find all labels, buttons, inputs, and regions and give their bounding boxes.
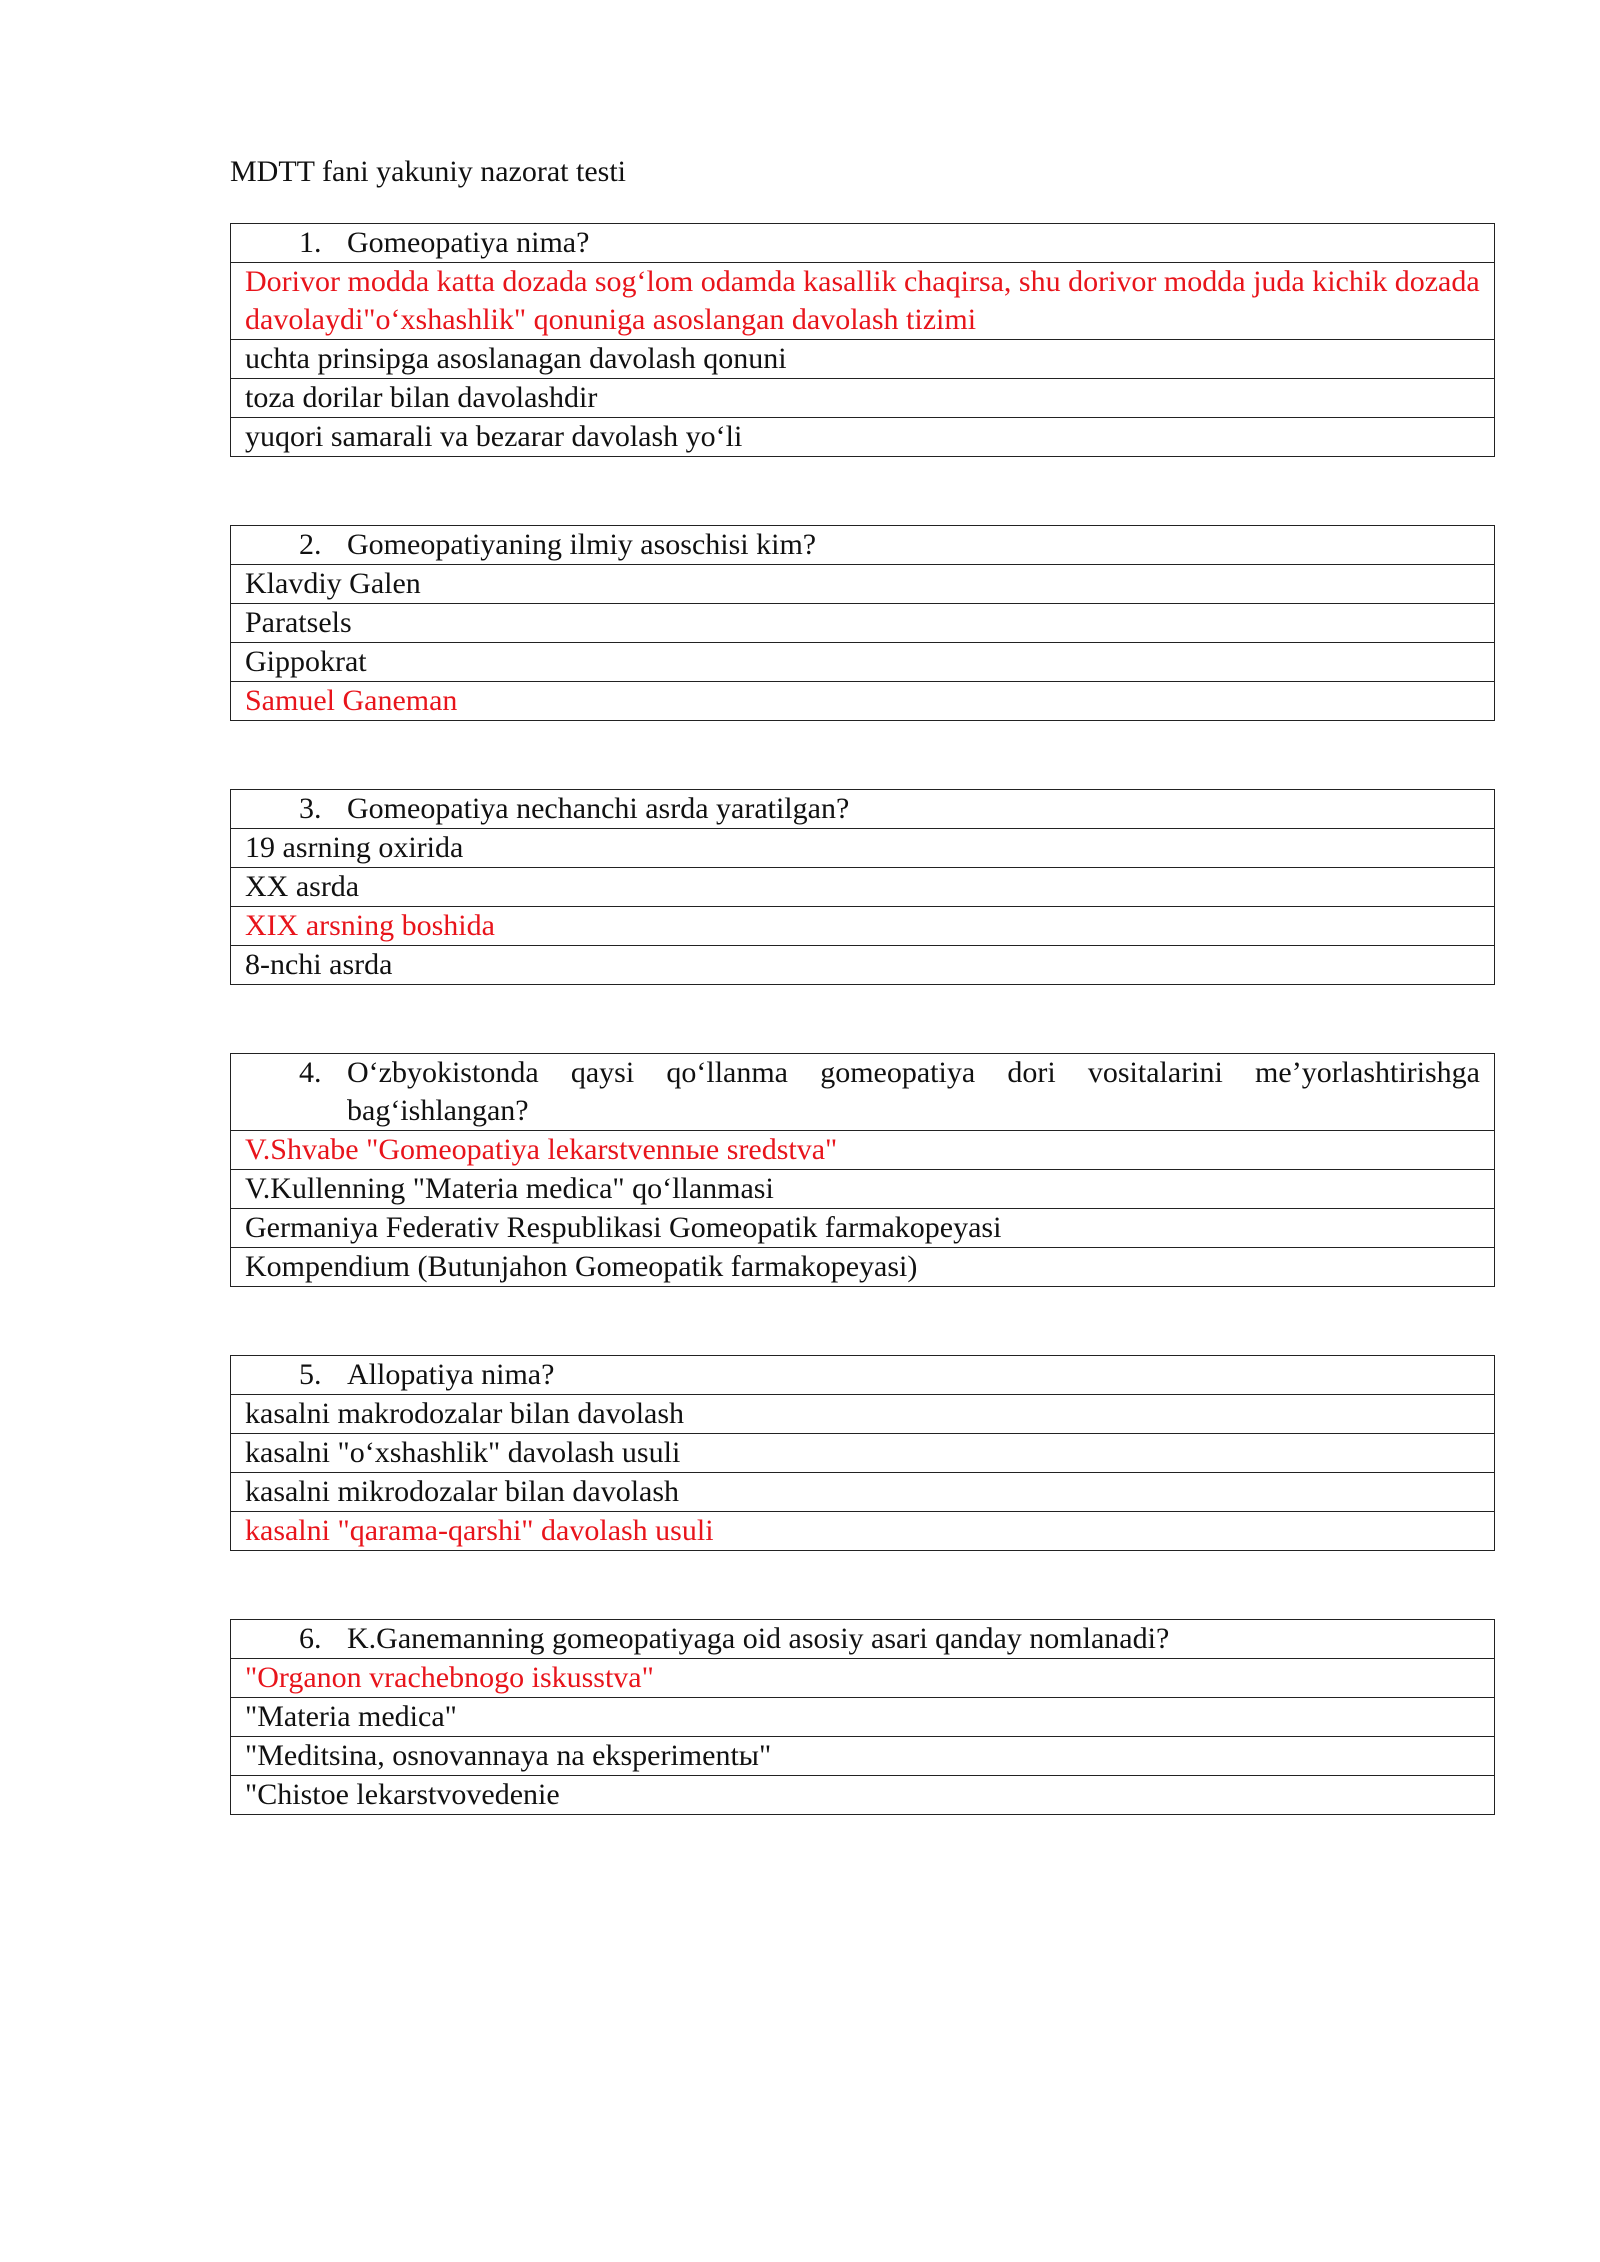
question-number: 6. <box>299 1622 322 1655</box>
question-cell <box>231 790 1495 829</box>
question-row <box>231 1620 1495 1659</box>
answer-row <box>231 1131 1495 1170</box>
answer-row <box>231 829 1495 868</box>
question-cell <box>231 1054 1495 1131</box>
answer-option: "Materia medica" <box>231 1698 1495 1737</box>
answer-row <box>231 1698 1495 1737</box>
question-row <box>231 1356 1495 1395</box>
answer-option: Gippokrat <box>231 643 1495 682</box>
question-row <box>231 526 1495 565</box>
answer-row <box>231 946 1495 985</box>
question-cell <box>231 224 1495 263</box>
question-row <box>231 790 1495 829</box>
answer-option: "Chistoe lekarstvovedenie <box>231 1776 1495 1815</box>
answer-option-correct: Dorivor modda katta dozada sog‘lom odamda kasallik chaqirsa, shu dorivor modda juda kichik dozada davolaydi"o‘xshashlik" qonuniga asoslangan davolash tizimi <box>231 263 1495 340</box>
answer-option: Paratsels <box>231 604 1495 643</box>
answer-row <box>231 1512 1495 1551</box>
question-table-3 <box>230 789 1495 985</box>
answer-row <box>231 340 1495 379</box>
answer-option: Kompendium (Butunjahon Gomeopatik farmakopeyasi) <box>231 1248 1495 1287</box>
answer-option: kasalni "o‘xshashlik" davolash usuli <box>231 1434 1495 1473</box>
answer-row <box>231 1473 1495 1512</box>
answer-option: 8-nchi asrda <box>231 946 1495 985</box>
answer-option: yuqori samarali va bezarar davolash yo‘li <box>231 418 1495 457</box>
answer-row <box>231 604 1495 643</box>
answer-option-correct: XIX arsning boshida <box>231 907 1495 946</box>
answer-row <box>231 1170 1495 1209</box>
question-cell <box>231 526 1495 565</box>
answer-option-correct: V.Shvabe "Gomeopatiya lekarstvennыe sredstva" <box>231 1131 1495 1170</box>
question-text: Allopatiya nima? <box>347 1358 555 1391</box>
answer-option: toza dorilar bilan davolashdir <box>231 379 1495 418</box>
question-table-1 <box>230 223 1495 457</box>
question-table-2 <box>230 525 1495 721</box>
answer-row <box>231 1209 1495 1248</box>
question-text: Gomeopatiya nechanchi asrda yaratilgan? <box>347 792 850 825</box>
question-cell <box>231 1356 1495 1395</box>
question-number: 4. <box>299 1056 322 1089</box>
answer-row <box>231 1395 1495 1434</box>
question-text: Gomeopatiya nima? <box>347 226 590 259</box>
answer-row <box>231 1434 1495 1473</box>
answer-option: Klavdiy Galen <box>231 565 1495 604</box>
answer-row <box>231 379 1495 418</box>
question-row <box>231 1054 1495 1131</box>
answer-option: V.Kullenning "Materia medica" qo‘llanmasi <box>231 1170 1495 1209</box>
answer-option: 19 asrning oxirida <box>231 829 1495 868</box>
answer-row <box>231 907 1495 946</box>
answer-row <box>231 1737 1495 1776</box>
answer-row <box>231 1248 1495 1287</box>
question-table-4 <box>230 1053 1495 1287</box>
question-cell <box>231 1620 1495 1659</box>
answer-row <box>231 868 1495 907</box>
answer-option-correct: "Organon vrachebnogo iskusstva" <box>231 1659 1495 1698</box>
document-title: MDTT fani yakuniy nazorat testi <box>230 155 627 188</box>
answer-option: uchta prinsipga asoslanagan davolash qonuni <box>231 340 1495 379</box>
answer-option: Germaniya Federativ Respublikasi Gomeopatik farmakopeyasi <box>231 1209 1495 1248</box>
question-text: K.Ganemanning gomeopatiyaga oid asosiy asari qanday nomlanadi? <box>347 1622 1170 1655</box>
question-table-5 <box>230 1355 1495 1551</box>
answer-row <box>231 418 1495 457</box>
answer-row <box>231 263 1495 340</box>
answer-option-correct: kasalni "qarama-qarshi" davolash usuli <box>231 1512 1495 1551</box>
answer-option: XX asrda <box>231 868 1495 907</box>
question-number: 3. <box>299 792 322 825</box>
answer-row <box>231 565 1495 604</box>
answer-option: "Meditsina, osnovannaya na eksperimentы" <box>231 1737 1495 1776</box>
answer-option-correct: Samuel Ganeman <box>231 682 1495 721</box>
question-text: Gomeopatiyaning ilmiy asoschisi kim? <box>347 528 817 561</box>
answer-row <box>231 1776 1495 1815</box>
question-row <box>231 224 1495 263</box>
answer-row <box>231 682 1495 721</box>
answer-option: kasalni mikrodozalar bilan davolash <box>231 1473 1495 1512</box>
question-number: 2. <box>299 528 322 561</box>
question-number: 5. <box>299 1358 322 1391</box>
answer-row <box>231 643 1495 682</box>
question-table-6 <box>230 1619 1495 1815</box>
answer-option: kasalni makrodozalar bilan davolash <box>231 1395 1495 1434</box>
question-number: 1. <box>299 226 322 259</box>
answer-row <box>231 1659 1495 1698</box>
question-text: O‘zbyokistonda qaysi qo‘llanma gomeopatiya dori vositalarini me’yorlashtirishga bag‘ishlangan? <box>347 1056 1480 1127</box>
